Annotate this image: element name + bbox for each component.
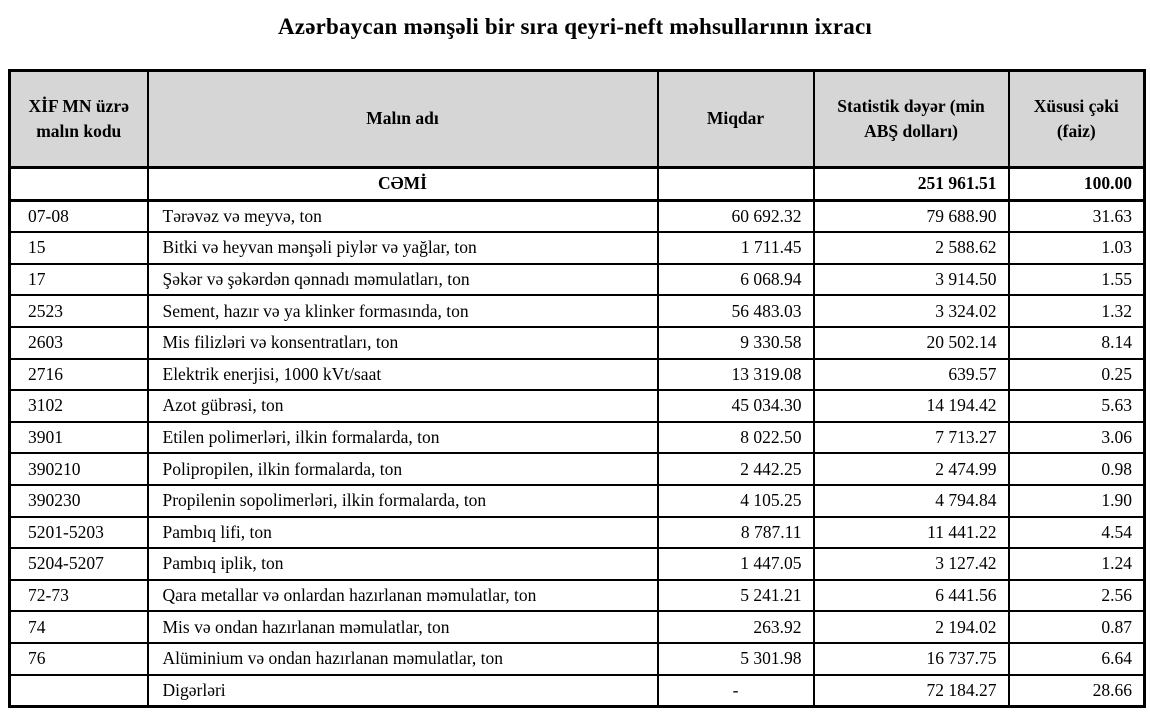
- name-cell: Mis filizləri və konsentratları, ton: [148, 327, 658, 359]
- code-cell: 3102: [10, 390, 148, 422]
- name-cell: Pambıq lifi, ton: [148, 517, 658, 549]
- table-row: [10, 580, 1145, 612]
- share-cell: 1.55: [1009, 264, 1145, 296]
- name-cell: Etilen polimerləri, ilkin formalarda, ton: [148, 422, 658, 454]
- total-row: [10, 168, 1145, 201]
- header-row: [10, 71, 1145, 168]
- share-cell: 31.63: [1009, 200, 1145, 232]
- quantity-cell: 6 068.94: [658, 264, 814, 296]
- name-cell: Şəkər və şəkərdən qənnadı məmulatları, ton: [148, 264, 658, 296]
- table-row: [10, 611, 1145, 643]
- total-share-cell: 100.00: [1009, 168, 1145, 201]
- header-product-code: XİF MN üzrə malın kodu: [10, 71, 148, 168]
- share-cell: 0.98: [1009, 453, 1145, 485]
- value-cell: 3 324.02: [814, 295, 1009, 327]
- total-name-cell: CƏMİ: [148, 168, 658, 201]
- value-cell: 2 194.02: [814, 611, 1009, 643]
- quantity-cell: 5 301.98: [658, 643, 814, 675]
- quantity-cell: 45 034.30: [658, 390, 814, 422]
- table-row: [10, 264, 1145, 296]
- exports-table: [8, 69, 1146, 708]
- table-row: [10, 453, 1145, 485]
- value-cell: 2 474.99: [814, 453, 1009, 485]
- share-cell: 1.24: [1009, 548, 1145, 580]
- name-cell: Azot gübrəsi, ton: [148, 390, 658, 422]
- name-cell: Pambıq iplik, ton: [148, 548, 658, 580]
- value-cell: 6 441.56: [814, 580, 1009, 612]
- quantity-cell: 4 105.25: [658, 485, 814, 517]
- share-cell: 5.63: [1009, 390, 1145, 422]
- header-quantity: Miqdar: [658, 71, 814, 168]
- quantity-cell: 56 483.03: [658, 295, 814, 327]
- code-cell: [10, 675, 148, 707]
- quantity-cell: 13 319.08: [658, 359, 814, 391]
- value-cell: 2 588.62: [814, 232, 1009, 264]
- value-cell: 639.57: [814, 359, 1009, 391]
- name-cell: Alüminium və ondan hazırlanan məmulatlar, ton: [148, 643, 658, 675]
- code-cell: 2603: [10, 327, 148, 359]
- code-cell: 76: [10, 643, 148, 675]
- total-quantity-cell: [658, 168, 814, 201]
- quantity-cell: 1 447.05: [658, 548, 814, 580]
- name-cell: Elektrik enerjisi, 1000 kVt/saat: [148, 359, 658, 391]
- share-cell: 1.03: [1009, 232, 1145, 264]
- name-cell: Propilenin sopolimerləri, ilkin formalarda, ton: [148, 485, 658, 517]
- quantity-cell: 2 442.25: [658, 453, 814, 485]
- code-cell: 390210: [10, 453, 148, 485]
- code-cell: 74: [10, 611, 148, 643]
- value-cell: 72 184.27: [814, 675, 1009, 707]
- header-product-name: Malın adı: [148, 71, 658, 168]
- code-cell: 390230: [10, 485, 148, 517]
- code-cell: 17: [10, 264, 148, 296]
- quantity-cell: 1 711.45: [658, 232, 814, 264]
- code-cell: 15: [10, 232, 148, 264]
- value-cell: 11 441.22: [814, 517, 1009, 549]
- code-cell: 5201-5203: [10, 517, 148, 549]
- name-cell: Sement, hazır və ya klinker formasında, ton: [148, 295, 658, 327]
- value-cell: 4 794.84: [814, 485, 1009, 517]
- value-cell: 3 127.42: [814, 548, 1009, 580]
- table-row: [10, 295, 1145, 327]
- table-row: [10, 485, 1145, 517]
- total-code-cell: [10, 168, 148, 201]
- share-cell: 2.56: [1009, 580, 1145, 612]
- table-row: [10, 675, 1145, 707]
- quantity-cell: 8 787.11: [658, 517, 814, 549]
- table-row: [10, 548, 1145, 580]
- table-row: [10, 422, 1145, 454]
- share-cell: 8.14: [1009, 327, 1145, 359]
- quantity-cell: -: [658, 675, 814, 707]
- header-statistical-value: Statistik dəyər (min ABŞ dolları): [814, 71, 1009, 168]
- share-cell: 1.90: [1009, 485, 1145, 517]
- name-cell: Tərəvəz və meyvə, ton: [148, 200, 658, 232]
- name-cell: Mis və ondan hazırlanan məmulatlar, ton: [148, 611, 658, 643]
- header-share: Xüsusi çəki (faiz): [1009, 71, 1145, 168]
- quantity-cell: 5 241.21: [658, 580, 814, 612]
- name-cell: Qara metallar və onlardan hazırlanan məmulatlar, ton: [148, 580, 658, 612]
- table-row: [10, 643, 1145, 675]
- table-row: [10, 327, 1145, 359]
- value-cell: 20 502.14: [814, 327, 1009, 359]
- quantity-cell: 263.92: [658, 611, 814, 643]
- code-cell: 2523: [10, 295, 148, 327]
- value-cell: 3 914.50: [814, 264, 1009, 296]
- table-row: [10, 359, 1145, 391]
- name-cell: Bitki və heyvan mənşəli piylər və yağlar, ton: [148, 232, 658, 264]
- document-page: [0, 14, 1150, 708]
- quantity-cell: 9 330.58: [658, 327, 814, 359]
- share-cell: 1.32: [1009, 295, 1145, 327]
- code-cell: 07-08: [10, 200, 148, 232]
- table-row: [10, 390, 1145, 422]
- share-cell: 4.54: [1009, 517, 1145, 549]
- share-cell: 6.64: [1009, 643, 1145, 675]
- total-value-cell: 251 961.51: [814, 168, 1009, 201]
- code-cell: 5204-5207: [10, 548, 148, 580]
- share-cell: 28.66: [1009, 675, 1145, 707]
- name-cell: Polipropilen, ilkin formalarda, ton: [148, 453, 658, 485]
- share-cell: 0.25: [1009, 359, 1145, 391]
- share-cell: 3.06: [1009, 422, 1145, 454]
- table-row: [10, 517, 1145, 549]
- value-cell: 7 713.27: [814, 422, 1009, 454]
- value-cell: 16 737.75: [814, 643, 1009, 675]
- code-cell: 72-73: [10, 580, 148, 612]
- value-cell: 79 688.90: [814, 200, 1009, 232]
- code-cell: 2716: [10, 359, 148, 391]
- table-row: [10, 200, 1145, 232]
- quantity-cell: 8 022.50: [658, 422, 814, 454]
- table-row: [10, 232, 1145, 264]
- share-cell: 0.87: [1009, 611, 1145, 643]
- code-cell: 3901: [10, 422, 148, 454]
- quantity-cell: 60 692.32: [658, 200, 814, 232]
- value-cell: 14 194.42: [814, 390, 1009, 422]
- name-cell: Digərləri: [148, 675, 658, 707]
- page-title: Azərbaycan mənşəli bir sıra qeyri-neft məhsullarının ixracı: [278, 14, 872, 39]
